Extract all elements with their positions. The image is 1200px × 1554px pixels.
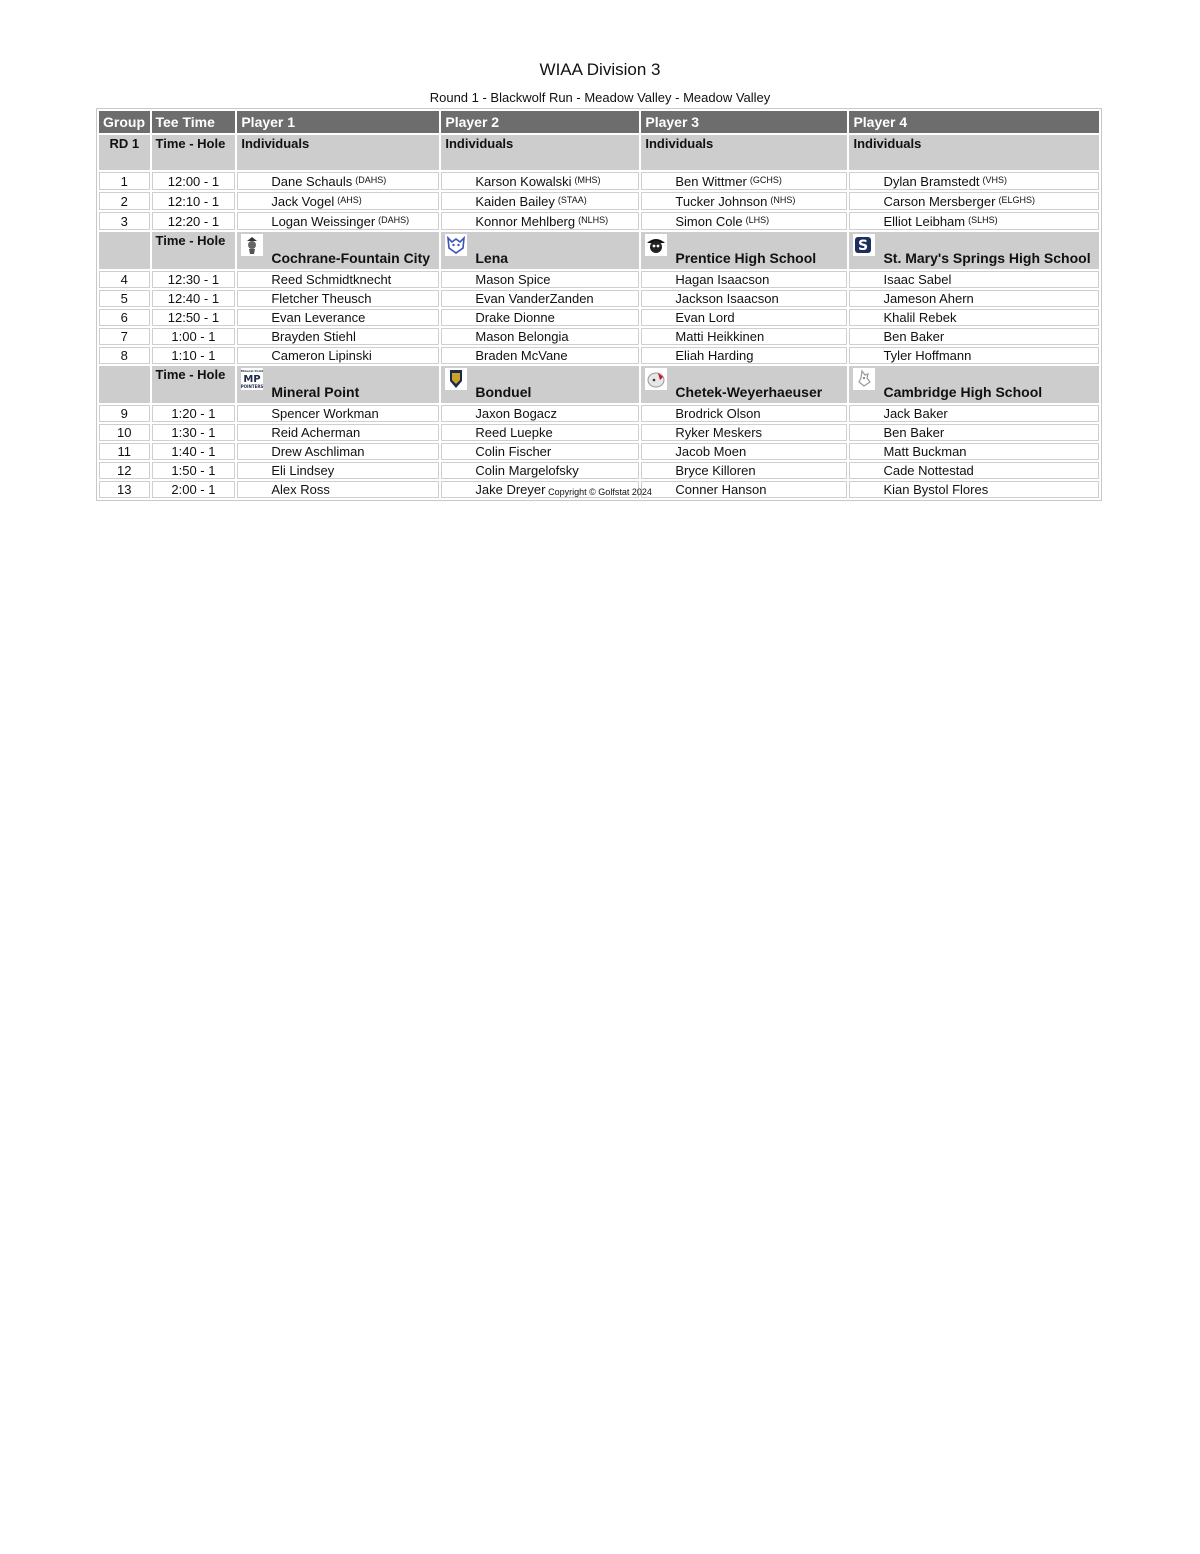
pirate-skull-logo-icon <box>645 234 667 256</box>
player-name: Reed Luepke <box>441 424 639 441</box>
team-cell <box>237 232 439 269</box>
player-name: Ryker Meskers <box>641 424 847 441</box>
player-name: Logan Weissinger <box>271 214 376 229</box>
player-name: Ben Baker <box>849 424 1099 441</box>
group-number: 13 <box>99 481 150 498</box>
player-name: Spencer Workman <box>237 405 439 422</box>
empty-group-cell <box>99 232 150 269</box>
player-name: Mason Belongia <box>441 328 639 345</box>
tee-time: 1:00 - 1 <box>152 328 236 345</box>
player-cell <box>641 172 847 190</box>
team-name: Chetek-Weyerhaeuser <box>675 384 823 400</box>
player-name: Dylan Bramstedt <box>883 174 980 189</box>
group-number: 12 <box>99 462 150 479</box>
school-abbrev: (ELGHS) <box>998 195 1035 205</box>
player-cell <box>849 212 1099 230</box>
header-player-4: Player 4 <box>849 111 1099 133</box>
player-name: Colin Fischer <box>441 443 639 460</box>
player-name: Brayden Stiehl <box>237 328 439 345</box>
team-cell <box>641 232 847 269</box>
school-abbrev: (VHS) <box>982 175 1008 185</box>
school-abbrev: (AHS) <box>337 195 362 205</box>
individuals-subheader <box>99 135 1099 170</box>
group-number: 9 <box>99 405 150 422</box>
tee-times-table <box>97 109 1101 500</box>
school-abbrev: (GCHS) <box>749 175 782 185</box>
player-name: Evan Leverance <box>237 309 439 326</box>
player-name: Jameson Ahern <box>849 290 1099 307</box>
player-name: Dane Schauls <box>271 174 353 189</box>
team-cell <box>849 232 1099 269</box>
player-name: Fletcher Theusch <box>237 290 439 307</box>
table-row <box>99 347 1099 364</box>
team-name: Cochrane-Fountain City <box>271 250 431 266</box>
header-player-2: Player 2 <box>441 111 639 133</box>
player-name: Alex Ross <box>237 481 439 498</box>
header-tee-time: Tee Time <box>152 111 236 133</box>
group-number: 5 <box>99 290 150 307</box>
player-cell <box>849 172 1099 190</box>
tee-time: 12:20 - 1 <box>152 212 236 230</box>
team-cell <box>237 366 439 403</box>
s-letter-logo-icon <box>853 234 875 256</box>
player-name: Matti Heikkinen <box>641 328 847 345</box>
table-row <box>99 443 1099 460</box>
pirate-logo-icon <box>241 234 263 256</box>
school-abbrev: (STAA) <box>557 195 587 205</box>
player-name: Carson Mersberger <box>883 194 996 209</box>
individuals-label: Individuals <box>641 135 847 170</box>
team-cell <box>849 366 1099 403</box>
player-name: Konnor Mehlberg <box>475 214 576 229</box>
group-number: 8 <box>99 347 150 364</box>
team-name: Cambridge High School <box>883 384 1043 400</box>
tee-time: 12:40 - 1 <box>152 290 236 307</box>
player-name: Tucker Johnson <box>675 194 768 209</box>
player-name: Eli Lindsey <box>237 462 439 479</box>
player-cell <box>849 192 1099 210</box>
player-name: Elliot Leibham <box>883 214 966 229</box>
tee-time: 1:10 - 1 <box>152 347 236 364</box>
time-hole-label: Time - Hole <box>152 366 236 403</box>
player-name: Conner Hanson <box>641 481 847 498</box>
tee-time: 12:10 - 1 <box>152 192 236 210</box>
logo-text-mid: MP <box>243 374 261 385</box>
school-abbrev: (NLHS) <box>578 215 609 225</box>
player-name: Jackson Isaacson <box>641 290 847 307</box>
tee-time: 1:30 - 1 <box>152 424 236 441</box>
group-number: 6 <box>99 309 150 326</box>
player-name: Bryce Killoren <box>641 462 847 479</box>
group-number: 7 <box>99 328 150 345</box>
empty-group-cell <box>99 366 150 403</box>
table-row <box>99 290 1099 307</box>
bulldog-logo-icon <box>645 368 667 390</box>
tee-time: 1:40 - 1 <box>152 443 236 460</box>
player-name: Cameron Lipinski <box>237 347 439 364</box>
team-name: St. Mary's Springs High School <box>883 250 1091 266</box>
player-name: Simon Cole <box>675 214 743 229</box>
table-row <box>99 462 1099 479</box>
team-name: Bonduel <box>475 384 532 400</box>
player-cell <box>237 212 439 230</box>
player-name: Ben Baker <box>849 328 1099 345</box>
school-abbrev: (SLHS) <box>968 215 998 225</box>
school-abbrev: (DAHS) <box>355 175 387 185</box>
player-name: Reid Acherman <box>237 424 439 441</box>
player-name: Jake Dreyer <box>441 481 639 498</box>
player-name: Drake Dionne <box>441 309 639 326</box>
header-group: Group <box>99 111 150 133</box>
school-abbrev: (DAHS) <box>378 215 410 225</box>
team-name: Mineral Point <box>271 384 360 400</box>
header-row <box>99 111 1099 133</box>
player-cell <box>237 192 439 210</box>
round-label: RD 1 <box>99 135 150 170</box>
tee-time: 12:50 - 1 <box>152 309 236 326</box>
player-name: Karson Kowalski <box>475 174 572 189</box>
tee-time: 2:00 - 1 <box>152 481 236 498</box>
player-cell <box>641 192 847 210</box>
player-name: Khalil Rebek <box>849 309 1099 326</box>
player-name: Jacob Moen <box>641 443 847 460</box>
logo-text-bottom: POINTERS <box>241 384 264 389</box>
group-number: 11 <box>99 443 150 460</box>
copyright-footer: Copyright © Golfstat 2024 <box>548 487 652 497</box>
page-title: WIAA Division 3 <box>539 60 661 79</box>
player-name: Jaxon Bogacz <box>441 405 639 422</box>
player-name: Evan VanderZanden <box>441 290 639 307</box>
player-name: Hagan Isaacson <box>641 271 847 288</box>
group-number: 4 <box>99 271 150 288</box>
svg-text:S: S <box>858 238 869 254</box>
team-name: Prentice High School <box>675 250 817 266</box>
player-name: Eliah Harding <box>641 347 847 364</box>
group-number: 1 <box>99 172 150 190</box>
individuals-label: Individuals <box>237 135 439 170</box>
player-name: Brodrick Olson <box>641 405 847 422</box>
player-name: Jack Vogel <box>271 194 335 209</box>
team-cell <box>441 366 639 403</box>
tee-time: 12:00 - 1 <box>152 172 236 190</box>
school-abbrev: (NHS) <box>770 195 796 205</box>
player-cell <box>237 172 439 190</box>
team-cell <box>441 232 639 269</box>
team-subheader <box>99 232 1099 269</box>
player-name: Jack Baker <box>849 405 1099 422</box>
header-player-1: Player 1 <box>237 111 439 133</box>
tee-time: 1:20 - 1 <box>152 405 236 422</box>
individuals-label: Individuals <box>441 135 639 170</box>
player-name: Mason Spice <box>441 271 639 288</box>
player-name: Kaiden Bailey <box>475 194 555 209</box>
time-hole-label: Time - Hole <box>152 232 236 269</box>
wildcat-logo-icon <box>445 234 467 256</box>
player-cell <box>441 192 639 210</box>
school-abbrev: (LHS) <box>745 215 770 225</box>
team-subheader <box>99 366 1099 403</box>
team-name: Lena <box>475 250 509 266</box>
player-name: Ben Wittmer <box>675 174 747 189</box>
player-name: Kian Bystol Flores <box>849 481 1099 498</box>
player-name: Tyler Hoffmann <box>849 347 1099 364</box>
player-name: Cade Nottestad <box>849 462 1099 479</box>
table-row <box>99 309 1099 326</box>
logo-text-top: Mineral Point <box>241 369 264 373</box>
individuals-label: Individuals <box>849 135 1099 170</box>
player-cell <box>441 172 639 190</box>
table-row <box>99 212 1099 230</box>
time-hole-label: Time - Hole <box>152 135 236 170</box>
mp-pointers-logo-icon <box>241 368 263 390</box>
player-name: Reed Schmidtknecht <box>237 271 439 288</box>
player-name: Evan Lord <box>641 309 847 326</box>
round-subtitle: Round 1 - Blackwolf Run - Meadow Valley - Meadow Valley <box>429 90 771 105</box>
table-row <box>99 424 1099 441</box>
player-name: Matt Buckman <box>849 443 1099 460</box>
table-row <box>99 271 1099 288</box>
bluejay-logo-icon <box>853 368 875 390</box>
table-row <box>99 172 1099 190</box>
tee-times-table-wrapper <box>96 108 1102 501</box>
player-name: Isaac Sabel <box>849 271 1099 288</box>
player-cell <box>641 212 847 230</box>
group-number: 10 <box>99 424 150 441</box>
table-row <box>99 192 1099 210</box>
player-name: Drew Aschliman <box>237 443 439 460</box>
player-cell <box>441 212 639 230</box>
header-player-3: Player 3 <box>641 111 847 133</box>
school-abbrev: (MHS) <box>574 175 601 185</box>
tee-time: 12:30 - 1 <box>152 271 236 288</box>
team-cell <box>641 366 847 403</box>
tee-time: 1:50 - 1 <box>152 462 236 479</box>
table-row <box>99 405 1099 422</box>
player-name: Colin Margelofsky <box>441 462 639 479</box>
group-number: 3 <box>99 212 150 230</box>
shield-logo-icon <box>445 368 467 390</box>
group-number: 2 <box>99 192 150 210</box>
table-row <box>99 328 1099 345</box>
player-name: Braden McVane <box>441 347 639 364</box>
